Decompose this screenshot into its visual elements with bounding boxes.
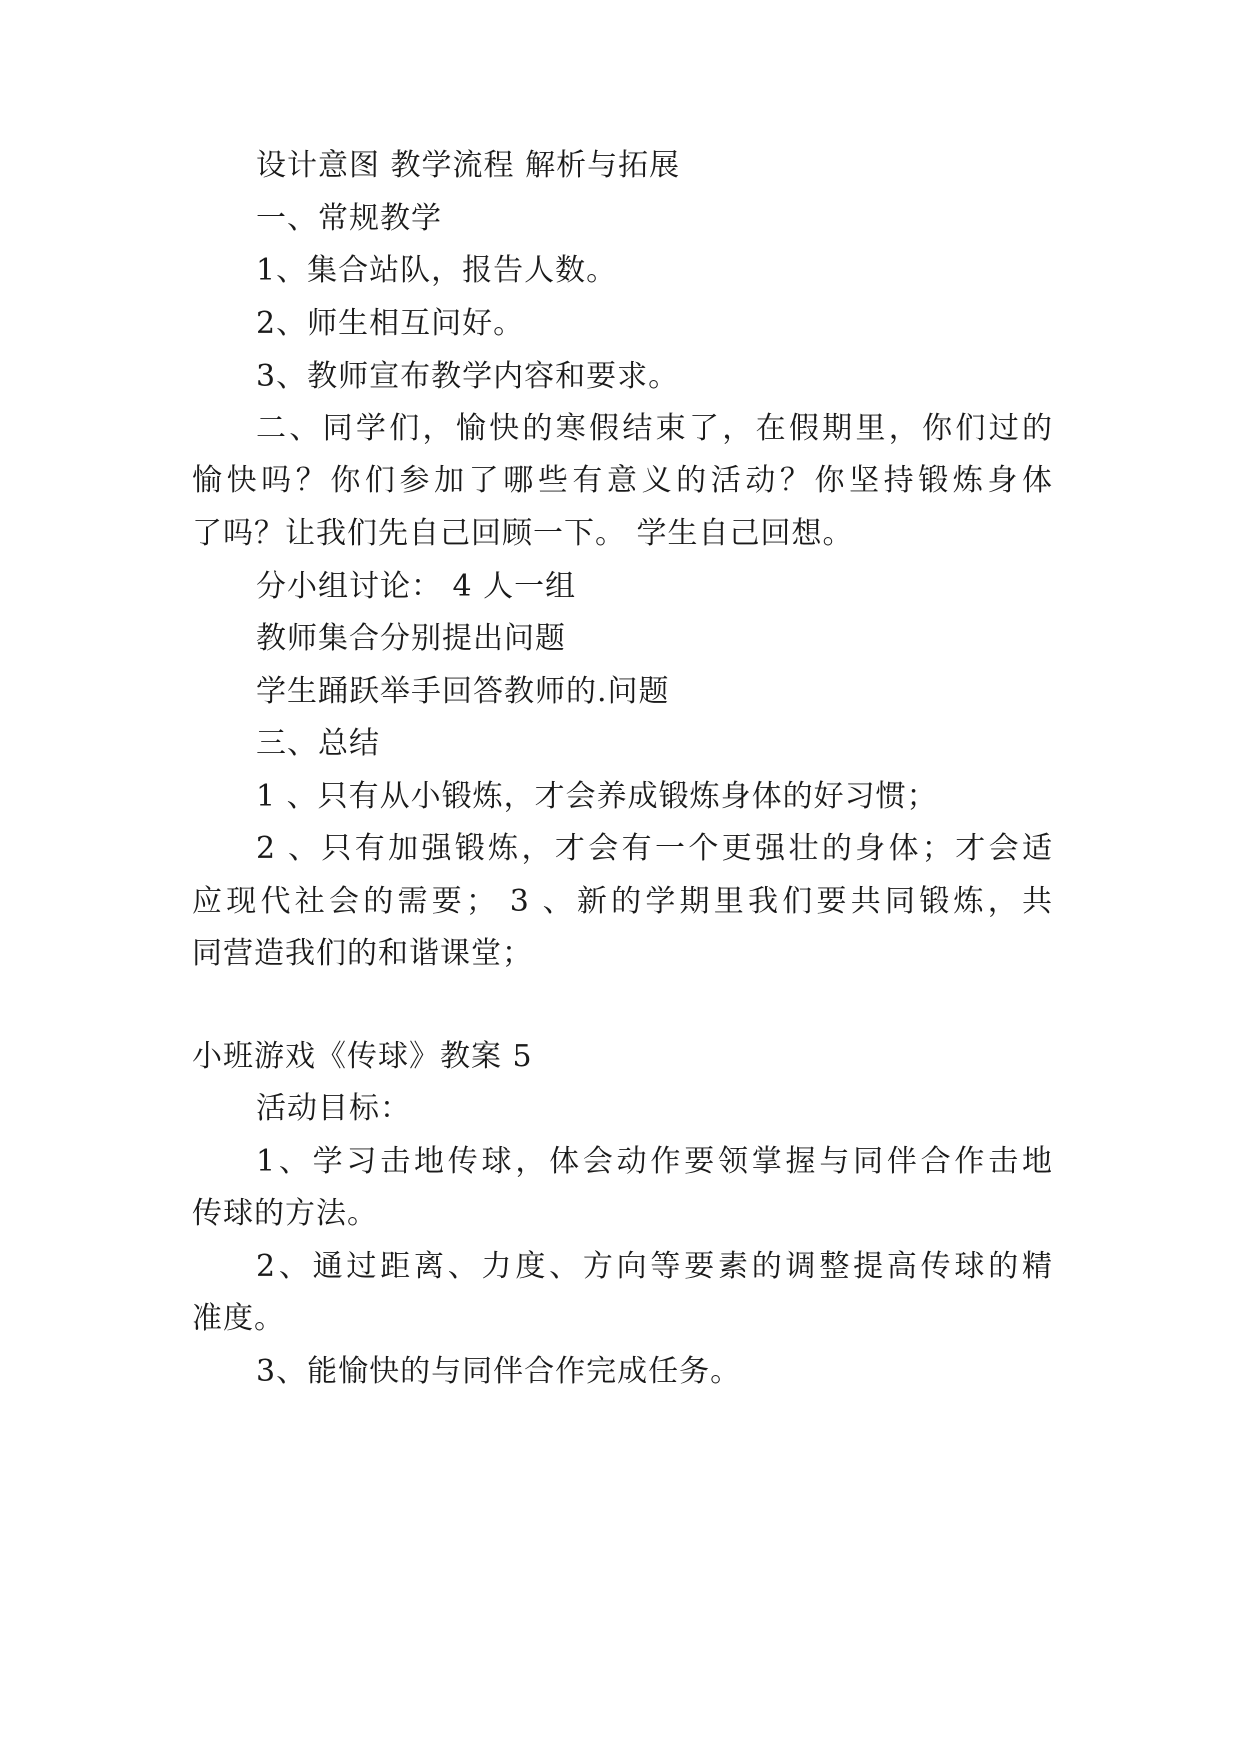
goal-2-line-1: 2、通过距离、力度、方向等要素的调整提高传球的精 bbox=[256, 1249, 1052, 1284]
goal-1-line-1: 1、学习击地传球，体会动作要领掌握与同伴合作击地 bbox=[256, 1144, 1052, 1179]
header-row: 设计意图 教学流程 解析与拓展 bbox=[256, 148, 681, 183]
goal-3: 3、能愉快的与同伴合作完成任务。 bbox=[256, 1354, 742, 1389]
goal-2-line-2: 准度。 bbox=[192, 1301, 285, 1336]
part3-title: 三、总结 bbox=[256, 726, 380, 761]
part1-title: 一、常规教学 bbox=[256, 201, 442, 236]
part1-item-2: 2、师生相互问好。 bbox=[256, 306, 525, 341]
summary-item-2-line-1: 2 、只有加强锻炼，才会有一个更强壮的身体；才会适 bbox=[256, 831, 1052, 866]
student-answers: 学生踊跃举手回答教师的.问题 bbox=[256, 674, 670, 709]
goals-label: 活动目标： bbox=[256, 1091, 411, 1126]
part1-item-1: 1、集合站队，报告人数。 bbox=[256, 253, 618, 288]
summary-item-1: 1 、只有从小锻炼，才会养成锻炼身体的好习惯； bbox=[256, 779, 938, 814]
goal-1-line-2: 传球的方法。 bbox=[192, 1196, 378, 1231]
teacher-questions: 教师集合分别提出问题 bbox=[256, 621, 566, 656]
summary-item-2-line-2: 应现代社会的需要； 3 、新的学期里我们要共同锻炼，共 bbox=[192, 884, 1052, 919]
part1-item-3: 3、教师宣布教学内容和要求。 bbox=[256, 359, 680, 394]
part2-line-3: 了吗？让我们先自己回顾一下。 学生自己回想。 bbox=[192, 516, 854, 551]
group-discussion: 分小组讨论： 4 人一组 bbox=[256, 569, 577, 604]
part2-line-1: 二、同学们，愉快的寒假结束了，在假期里，你们过的 bbox=[256, 411, 1052, 446]
part2-line-2: 愉快吗？你们参加了哪些有意义的活动？你坚持锻炼身体 bbox=[192, 463, 1052, 498]
summary-item-2-line-3: 同营造我们的和谐课堂； bbox=[192, 936, 533, 971]
section2-title: 小班游戏《传球》教案 5 bbox=[192, 1039, 533, 1074]
